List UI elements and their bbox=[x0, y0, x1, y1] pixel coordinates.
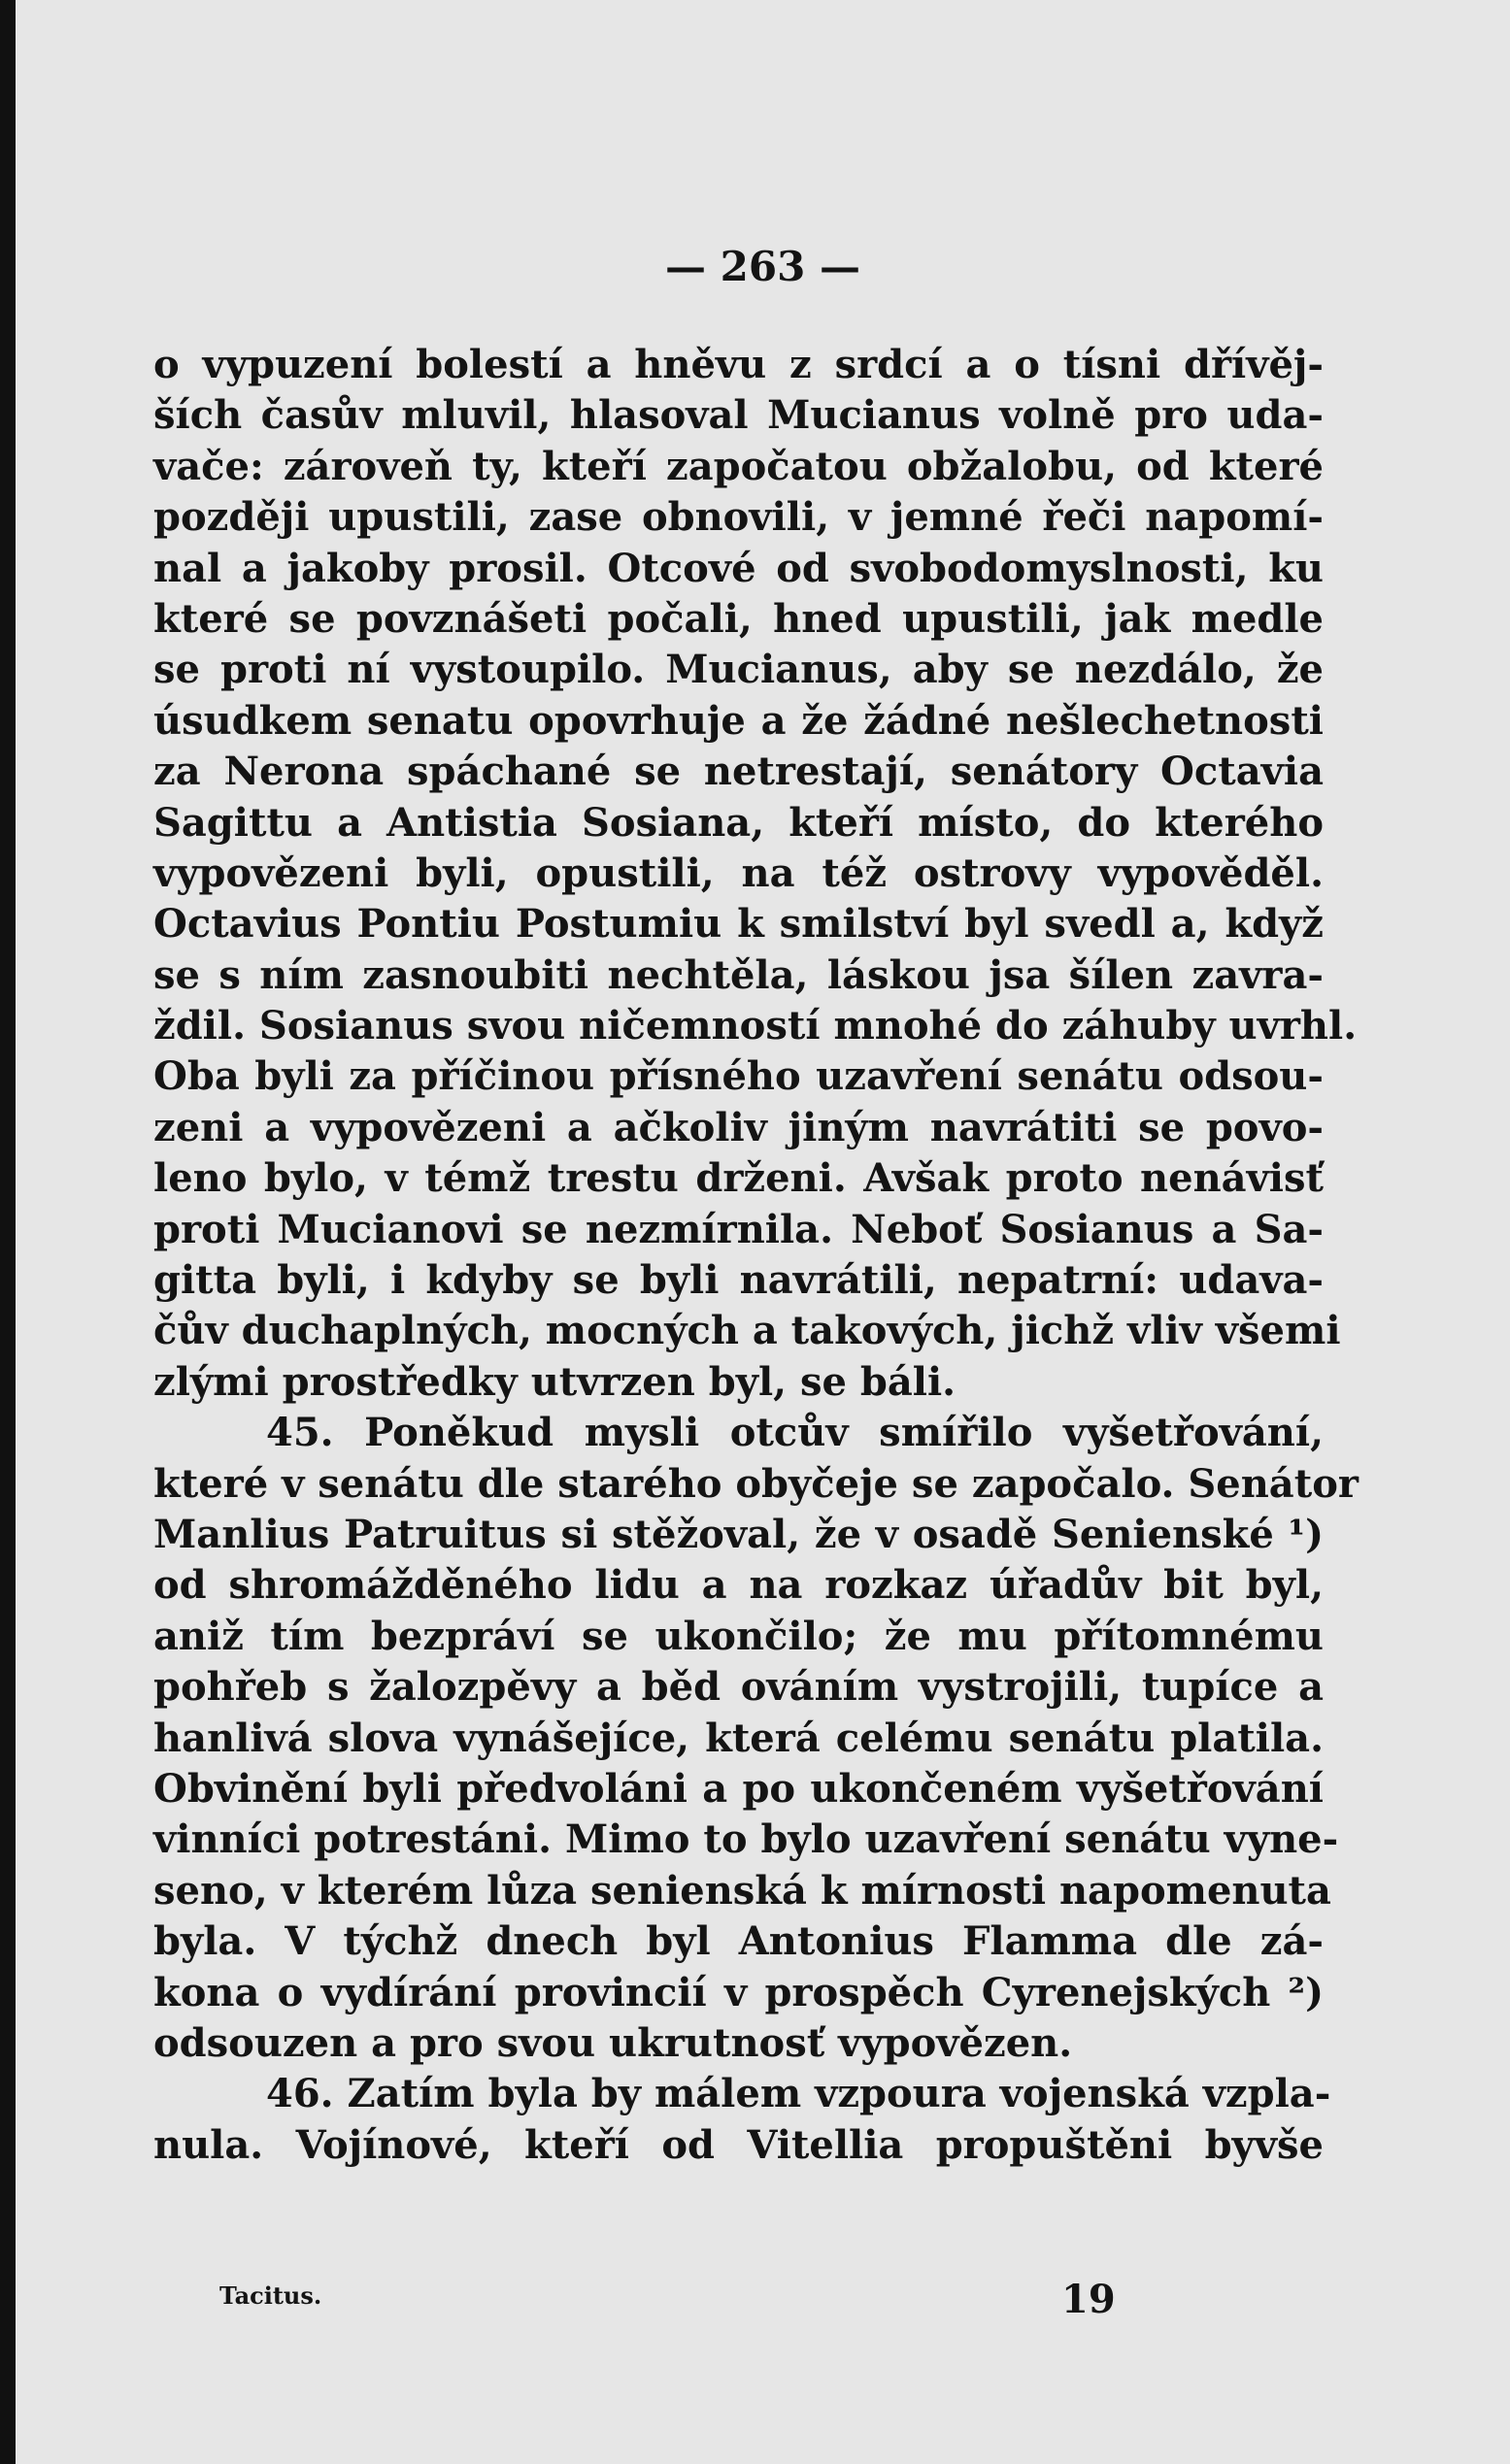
text-line: od shromážděného lidu a na rozkaz úřadův bit byl, bbox=[153, 1562, 1324, 1609]
text-line: které se povznášeti počali, hned upustili, jak medle bbox=[153, 595, 1324, 642]
text-line: ždil. Sosianus svou ničemností mnohé do záhuby uvrhl. bbox=[153, 1003, 1358, 1049]
text-line: za Nerona spáchané se netrestají, senátory Octavia bbox=[153, 749, 1324, 795]
footer-signature: Tacitus. bbox=[219, 2281, 322, 2310]
text-line: nula. Vojínové, kteří od Vitellia propuštěni byvše bbox=[153, 2121, 1324, 2168]
text-line: leno bylo, v témž trestu drženi. Avšak proto nenávisť bbox=[153, 1155, 1324, 1202]
text-line: se proti ní vystoupilo. Mucianus, aby se nezdálo, že bbox=[153, 647, 1324, 693]
text-line: kona o vydírání provincií v prospěch Cyrenejských ²) bbox=[153, 1969, 1324, 2015]
paragraph-start-45: 45. Poněkud mysli otcův smířilo vyšetřování, bbox=[266, 1410, 1324, 1456]
text-line: ších časův mluvil, hlasoval Mucianus volně pro uda- bbox=[153, 392, 1324, 439]
text-line: proti Mucianovi se nezmírnila. Neboť Sosianus a Sa- bbox=[153, 1206, 1324, 1252]
text-line: vinníci potrestáni. Mimo to bylo uzavření senátu vyne- bbox=[153, 1816, 1339, 1863]
text-line: zeni a vypovězeni a ačkoliv jiným navrátiti se povo- bbox=[153, 1104, 1324, 1150]
text-line: hanlivá slova vynášejíce, která celému senátu platila. bbox=[153, 1715, 1324, 1761]
text-line: úsudkem senatu opovrhuje a že žádné nešlechetnosti bbox=[153, 697, 1324, 744]
text-line: odsouzen a pro svou ukrutnosť vypovězen. bbox=[153, 2019, 1073, 2066]
text-line: aniž tím bezpráví se ukončilo; že mu přítomnému bbox=[153, 1613, 1324, 1659]
paragraph-start-46: 46. Zatím byla by málem vzpoura vojenská vzpla- bbox=[266, 2071, 1331, 2117]
text-line: Manlius Patruitus si stěžoval, že v osadě Senienské ¹) bbox=[153, 1511, 1324, 1557]
text-line: Octavius Pontiu Postumiu k smilství byl svedl a, když bbox=[153, 901, 1324, 948]
scan-edge bbox=[0, 0, 16, 2464]
text-line: vypovězeni byli, opustili, na též ostrovy vypověděl. bbox=[153, 849, 1324, 896]
book-page bbox=[16, 0, 1510, 2464]
text-line: Obvinění byli předvoláni a po ukončeném vyšetřování bbox=[153, 1765, 1324, 1812]
text-line: o vypuzení bolestí a hněvu z srdcí a o tísni dřívěj- bbox=[153, 342, 1324, 387]
text-line: Oba byli za příčinou přísného uzavření senátu odsou- bbox=[153, 1053, 1324, 1100]
text-line: které v senátu dle starého obyčeje se započalo. Senátor bbox=[153, 1460, 1359, 1507]
text-line: gitta byli, i kdyby se byli navrátili, nepatrní: udava- bbox=[153, 1257, 1324, 1304]
text-line: vače: zároveň ty, kteří započatou obžalobu, od které bbox=[153, 443, 1324, 489]
text-line: Sagittu a Antistia Sosiana, kteří místo, do kterého bbox=[153, 799, 1324, 846]
text-line: byla. V týchž dnech byl Antonius Flamma dle zá- bbox=[153, 1918, 1324, 1965]
text-line: později upustili, zase obnovili, v jemné řeči napomí- bbox=[153, 494, 1324, 541]
body-text bbox=[153, 340, 1359, 2171]
text-line: zlými prostředky utvrzen byl, se báli. bbox=[153, 1358, 956, 1405]
page-number-header: — 263 — bbox=[665, 243, 860, 290]
text-line: pohřeb s žalozpěvy a běd ováním vystrojili, tupíce a bbox=[153, 1664, 1324, 1711]
text-line: se s ním zasnoubiti nechtěla, láskou jsa šílen zavra- bbox=[153, 951, 1324, 998]
text-line: seno, v kterém lůza senienská k mírnosti napomenuta bbox=[153, 1867, 1331, 1914]
signature-number: 19 bbox=[1061, 2277, 1116, 2322]
text-line: čův duchaplných, mocných a takových, jichž vliv všemi bbox=[153, 1308, 1341, 1354]
text-line: nal a jakoby prosil. Otcové od svobodomyslnosti, ku bbox=[153, 545, 1324, 591]
